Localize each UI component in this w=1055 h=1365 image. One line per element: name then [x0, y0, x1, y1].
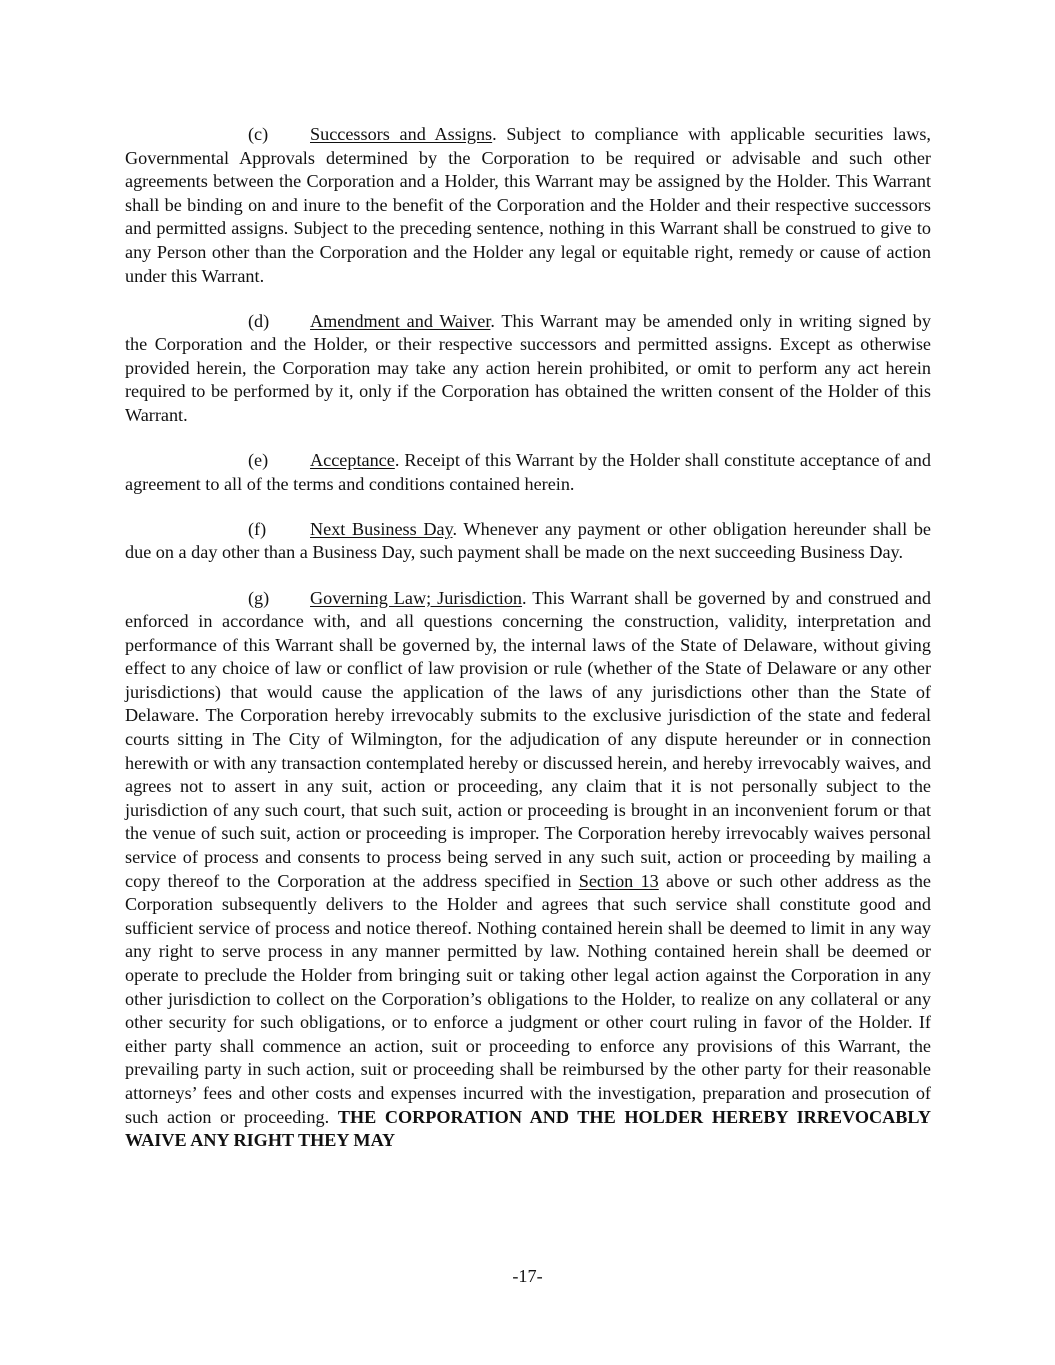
section-e-paragraph — [125, 449, 931, 496]
section-e-heading: Acceptance — [310, 450, 395, 471]
section-f-heading: Next Business Day — [310, 518, 453, 539]
section-g-text-before-ref: . This Warrant shall be governed by and construed and enforced in accordance with, and all questions concerning the construction, validity, interpretation and performance of this Warrant shall be governed by, the internal laws of the State of Delaware, without giving effect to any choice of law or conflict of law provision or rule (whether of the State of Delaware or any other jurisdictions) that would cause the application of the laws of any jurisdictions other than the State of Delaware. The Corporation hereby irrevocably submits to the exclusive jurisdiction of the state and federal courts sitting in The City of Wilmington, for the adjudication of any dispute hereunder or in connection herewith or with any transaction contemplated hereby or discussed herein, and hereby irrevocably waives, and agrees not to assert in any suit, action or proceeding, any claim that it is not personally subject to the jurisdiction of any such court, that such suit, action or proceeding is brought in an inconvenient forum or that the venue of such suit, action or proceeding is improper. The Corporation hereby irrevocably waives personal service of process and consents to process being served in any such suit, action or proceeding by mailing a copy thereof to the Corporation at the address specified in — [125, 587, 931, 891]
document-body — [125, 123, 931, 1153]
section-g-label: (g) — [248, 587, 270, 608]
section-13-reference: Section 13 — [578, 870, 659, 891]
section-f-label: (f) — [248, 518, 267, 539]
section-c-label: (c) — [248, 124, 269, 144]
section-d-heading: Amendment and Waiver — [310, 310, 491, 331]
section-g-heading: Governing Law; Jurisdiction — [310, 587, 523, 608]
section-d-paragraph — [125, 310, 931, 428]
section-f-text: . Whenever any payment or other obligation hereunder shall be due on a day other than a Business Day, such payment shall be made on the next succeeding Business Day. — [125, 518, 932, 563]
section-c-heading: Successors and Assigns — [310, 124, 493, 144]
section-f-paragraph — [125, 518, 931, 565]
page-number: -17- — [512, 1266, 543, 1286]
section-c-paragraph — [125, 123, 931, 288]
section-e-label: (e) — [248, 450, 269, 471]
section-d-label: (d) — [248, 310, 270, 331]
waiver-bold-text: THE CORPORATION AND THE HOLDER HEREBY IRREVOCABLY WAIVE ANY RIGHT THEY MAY — [125, 1106, 931, 1151]
section-g-paragraph — [125, 587, 931, 1153]
section-g-text-after-ref: above or such other address as the Corporation subsequently delivers to the Holder and agrees that such service shall constitute good and sufficient service of process and notice thereof. Nothing contained herein shall be deemed to limit in any way any right to serve process in any manner permitted by law. Nothing contained herein shall be deemed or operate to preclude the Holder from bringing suit or taking other legal action against the Corporation in any other jurisdiction to collect on the Corporation’s obligations to the Holder, to realize on any collateral or any other security for such obligations, or to enforce a judgment or other court ruling in favor of the Holder. If either party shall commence an action, suit or proceeding to enforce any provisions of this Warrant, the prevailing party in such action, suit or proceeding shall be reimbursed by the other party for their reasonable attorneys’ fees and other costs and expenses incurred with the investigation, preparation and prosecution of such action or proceeding. — [125, 870, 932, 1127]
section-e-text: . Receipt of this Warrant by the Holder shall constitute acceptance of and agreement to all of the terms and conditions contained herein. — [125, 450, 931, 494]
section-d-text: . This Warrant may be amended only in writing signed by the Corporation and the Holder, or their respective successors and permitted assigns. Except as otherwise provided herein, the Corporation may take any action herein prohibited, or omit to perform any act herein required to be performed by it, only if the Corporation has obtained the written consent of the Holder of this Warrant. — [125, 310, 931, 426]
section-c-text: . Subject to compliance with applicable securities laws, Governmental Approvals determined by the Corporation to be required or advisable and such other agreements between the Corporation and a Holder, this Warrant may be assigned by the Holder. This Warrant shall be binding on and inure to the benefit of the Corporation and the Holder and their respective successors and permitted assigns. Subject to the preceding sentence, nothing in this Warrant shall be construed to give to any Person other than the Corporation and the Holder any legal or equitable right, remedy or cause of action under this Warrant. — [125, 124, 931, 286]
